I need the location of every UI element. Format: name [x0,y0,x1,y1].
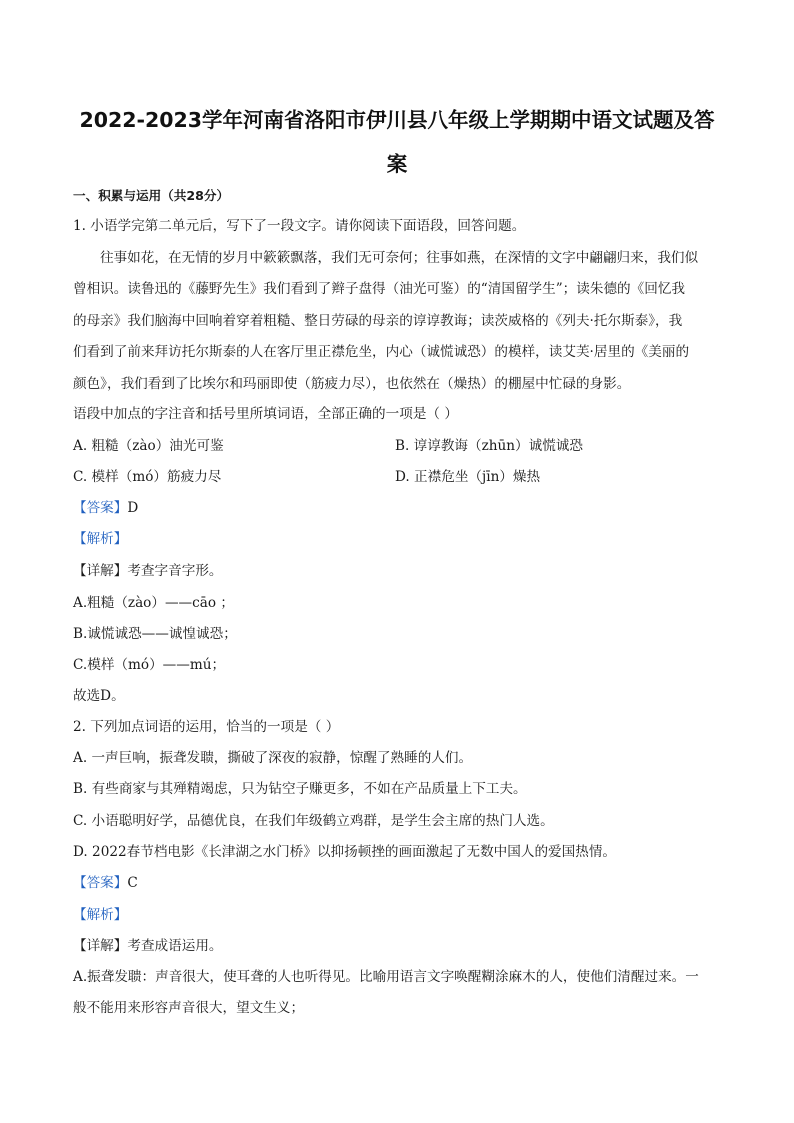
detail-line [73,561,733,581]
section-heading: 一、积累与运用（共28分） [73,188,230,203]
document-title-line-1: 2022-2023学年河南省洛阳市伊川县八年级上学期期中语文试题及答 [79,108,715,132]
answer-line [73,873,733,893]
analysis-note: A.粗糙（zào）——cāo ； [73,595,234,611]
analysis-tag: 【解析】 [73,531,128,547]
option-a: A. 粗糙（zào）油光可鉴 [73,438,224,454]
analysis-tag: 【解析】 [73,907,128,923]
analysis-note: A.振聋发聩：声音很大，使耳聋的人也听得见。比喻用语言文字唤醒糊涂麻木的人，使他们清醒过来。一 [73,969,699,985]
answer-tag: 【答案】 [73,500,128,516]
analysis-note: 般不能用来形容声音很大，望文生义； [73,1000,305,1016]
option-d: D. 正襟危坐（jīn）燥热 [395,469,541,485]
q2-option: C. 小语聪明好学，品德优良，在我们年级鹤立鸡群，是学生会主席的热门人选。 [73,813,554,829]
detail-tag: 【详解】 [73,563,128,579]
detail-text: 考查字音字形。 [127,563,223,579]
q2-option: D. 2022春节档电影《长津湖之水门桥》以抑扬顿挫的画面激起了无数中国人的爱国热情。 [73,844,617,860]
detail-tag: 【详解】 [73,938,128,954]
answer-value: C [127,875,138,891]
analysis-note: C.模样（mó）——mú； [73,657,226,673]
q2-option: A. 一声巨响，振聋发聩，撕破了深夜的寂静，惊醒了熟睡的人们。 [73,750,473,766]
answer-line [73,498,733,518]
question-1-stem: 1. 小语学完第二单元后，写下了一段文字。请你阅读下面语段，回答问题。 [73,218,526,234]
passage-line: 的母亲》我们脑海中回响着穿着粗糙、整日劳碌的母亲的谆谆教诲；读茨威格的《列夫·托尔斯泰》，我 [73,313,683,329]
option-b: B. 谆谆教诲（zhūn）诚慌诚恐 [395,438,583,454]
document-title-line-2: 案 [386,152,408,176]
passage-line: 曾相识。读鲁迅的《藤野先生》我们看到了辫子盘得（油光可鉴）的“清国留学生”；读朱德的《回忆我 [73,281,686,297]
analysis-note: B.诚慌诚恐——诚惶诚恐； [73,626,237,642]
passage-line: 颜色》，我们看到了比埃尔和玛丽即使（筋疲力尽），也依然在（燥热）的棚屋中忙碌的身影。 [73,376,631,392]
detail-text: 考查成语运用。 [127,938,223,954]
answer-value: D [127,500,139,516]
answer-tag: 【答案】 [73,875,128,891]
question-1-prompt: 语段中加点的字注音和括号里所填词语，全部正确的一项是（ ） [73,406,458,422]
q2-option: B. 有些商家与其殚精竭虑，只为钻空子赚更多，不如在产品质量上下工夫。 [73,781,527,797]
option-c: C. 模样（mó）筋疲力尽 [73,469,222,485]
detail-line [73,936,733,956]
passage-line: 往事如花，在无情的岁月中簌簌飘落，我们无可奈何；往事如燕，在深情的文字中翩翩归来，我们似 [100,250,699,266]
passage-line: 们看到了前来拜访托尔斯泰的人在客厅里正襟危坐，内心（诚慌诚恐）的模样，读艾芙·居里的《美丽的 [73,344,690,360]
analysis-note: 故选D。 [73,688,125,704]
question-2-stem: 2. 下列加点词语的运用，恰当的一项是（ ） [73,719,340,735]
